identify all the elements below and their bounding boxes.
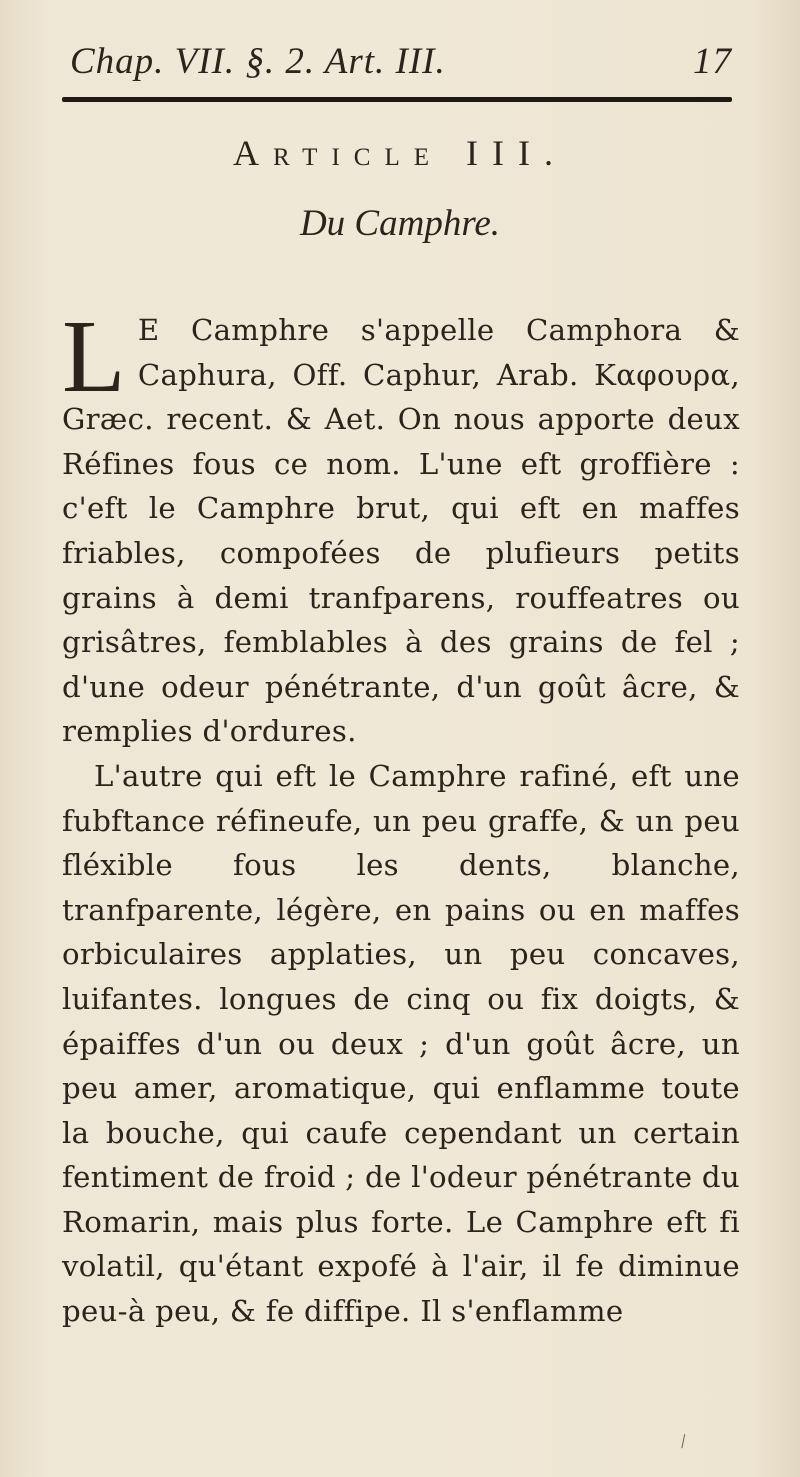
- article-body: [62, 299, 740, 1334]
- page-number: 17: [693, 41, 732, 82]
- running-head: [70, 40, 730, 83]
- article-subject: Du Camphre.: [299, 203, 501, 244]
- article-heading: Article III.: [233, 133, 567, 173]
- ink-mark: ⁄: [678, 1432, 688, 1451]
- paragraph-2: [62, 754, 740, 1334]
- running-head-text: Chap. VII. §. 2. Art. III.: [70, 41, 446, 82]
- drop-cap: L: [62, 299, 126, 414]
- paragraph-1-text: E Camphre s'appelle Camphora & Caphura, Off. Caphur, Arab. Καφουρα, Græc. recent. & Aet. On nous apporte deux Réfines fous ce nom. L'une eft groffière : c'eft le Camphre brut, qui eft en maffes friables, compofées de plufieurs petits grains à demi tranfparens, rouffeatres ou grisâtres, femblables à des grains de fel ; d'une odeur pénétrante, d'un goût âcre, & remplies d'ordures.: [62, 313, 740, 749]
- paragraph-1: [62, 299, 740, 754]
- paragraph-2-text: L'autre qui eft le Camphre rafiné, eft une fubftance réfineufe, un peu graffe, & un peu fléxible fous les dents, blanche, tranfparente, légère, en pains ou en maffes orbiculaires applaties, un peu concaves, luifantes. longues de cinq ou fix doigts, & épaiffes d'un ou deux ; d'un goût âcre, un peu amer, aromatique, qui enflamme toute la bouche, qui caufe cependant un certain fentiment de froid ; de l'odeur pénétrante du Romarin, mais plus forte. Le Camphre eft fi volatil, qu'étant expofé à l'air, il fe diminue peu-à peu, & fe diffipe. Il s'enflamme: [62, 758, 740, 1329]
- header-rule: [62, 97, 732, 102]
